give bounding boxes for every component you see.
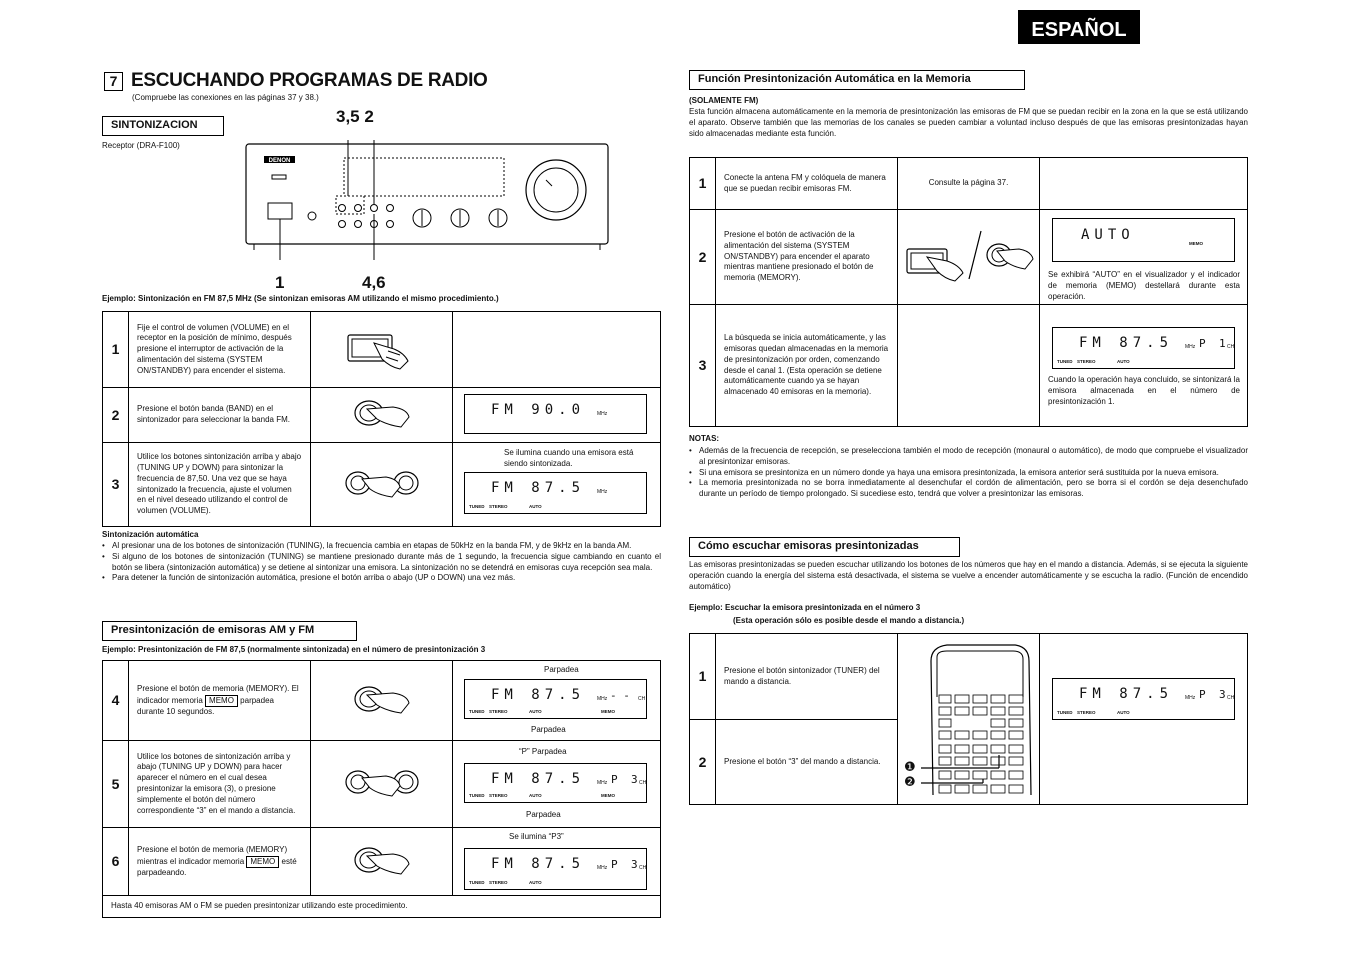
- lcd-unit: MHz: [1185, 344, 1196, 350]
- lcd-unit: MHz: [597, 780, 608, 786]
- callout-top: 3,5 2: [336, 107, 374, 126]
- tuning-buttons-press-icon: [342, 764, 422, 800]
- lcd-ch: CH: [1227, 695, 1235, 701]
- preset-example: Ejemplo: Presintonización de FM 87,5 (normalmente sintonizada) en el número de presintonización 3: [102, 645, 486, 654]
- step-number: 2: [690, 720, 716, 805]
- step-number: 5: [103, 741, 129, 828]
- auto-step-row: [690, 305, 1248, 427]
- step-text: Presione el botón sintonizador (TUNER) del mando a distancia.: [716, 634, 898, 720]
- stereo-indicator: STEREO: [489, 708, 508, 714]
- remote-illustration-cell: [898, 634, 1040, 805]
- callout-bottom-right: 4,6: [362, 273, 386, 292]
- step-display-cell: [1040, 210, 1248, 305]
- lcd-frequency: FM 90.0: [491, 402, 586, 418]
- lcd-preset-p: P: [1199, 688, 1206, 701]
- notes-title: NOTAS:: [689, 434, 720, 443]
- lcd-unit: MHz: [1185, 695, 1196, 701]
- lcd-preset-dash: - -: [610, 689, 630, 702]
- step-text: Utilice los botones sintonización arriba y abajo (TUNING UP y DOWN) para sintonizar la frecuencia de 87,50. Una vez que se haya sintonizado la frecuencia, ajuste el volumen en el nivel deseado utilizando el control de volumen (VOLUME).: [129, 443, 311, 527]
- blink-callout: “P” Parpadea: [519, 747, 567, 756]
- lcd-ch: CH: [1227, 344, 1235, 350]
- preset-footer: Hasta 40 emisoras AM o FM se pueden presintonizar utilizando este procedimiento.: [103, 896, 661, 918]
- preset-header: Presintonización de emisoras AM y FM: [102, 621, 357, 641]
- memo-indicator: MEMO: [601, 708, 615, 714]
- section-subtitle: (Compruebe las conexiones en las páginas 37 y 38.): [132, 93, 319, 102]
- step-illustration: [311, 741, 453, 828]
- auto-tuning-list: [102, 541, 661, 584]
- tuned-indicator: TUNED: [469, 708, 485, 714]
- section-title: ESCUCHANDO PROGRAMAS DE RADIO: [131, 70, 488, 91]
- step-illustration: [311, 828, 453, 896]
- receiver-label: Receptor (DRA-F100): [102, 141, 180, 150]
- fm-only-label: (SOLAMENTE FM): [689, 96, 759, 105]
- step-display-cell: [453, 661, 661, 741]
- step-illustration: [311, 443, 453, 527]
- lcd-frequency: FM 87.5: [1079, 686, 1174, 702]
- preset-steps-table: [102, 660, 661, 918]
- lcd-auto-text: AUTO: [1081, 227, 1135, 243]
- lcd-preset-number: 3: [1219, 688, 1226, 701]
- step-display-cell: [453, 312, 661, 388]
- step-number: 2: [103, 388, 129, 443]
- auto-indicator: AUTO: [529, 708, 542, 714]
- tuning-step-row: [103, 312, 661, 388]
- lcd-display: [464, 679, 647, 719]
- callout-bottom-left: 1: [275, 273, 285, 292]
- memo-label: MEMO: [246, 856, 279, 868]
- auto-memory-intro: Esta función almacena automáticamente en la memoria de presintonización las emisoras de FM que se puedan recibir en la zona en la que se está utilizando el aparato. Observe también que las memorias de los canales se pueden cambiar a voluntad incluso después de que las emisoras presintonizadas hayan sido almacenadas mediante esta función.: [689, 107, 1248, 138]
- step-illustration: [311, 388, 453, 443]
- tuning-step-row: [103, 388, 661, 443]
- step-text: Presione el botón “3” del mando a distancia.: [716, 720, 898, 805]
- tuned-indicator: TUNED: [469, 879, 485, 885]
- tuning-buttons-press-icon: [342, 465, 422, 501]
- tuned-indicator: TUNED: [1057, 358, 1073, 364]
- tuned-indicator: TUNED: [469, 792, 485, 798]
- display-caption: Cuando la operación haya concluido, se sintonizará la emisora almacenada en el número de presintonización 1.: [1048, 375, 1240, 406]
- section-number: 7: [104, 72, 123, 91]
- list-item: • Si una emisora se presintoniza en un número donde ya haya una emisora presintonizada, la emisora anterior será sustituida por la nueva emisora.: [689, 468, 1248, 479]
- tuning-steps-table: [102, 311, 661, 527]
- step-text: [129, 661, 311, 741]
- stereo-indicator: STEREO: [489, 503, 508, 509]
- language-tab: ESPAÑOL: [1018, 10, 1140, 44]
- step-number: 4: [103, 661, 129, 741]
- listen-display-cell: [1040, 634, 1248, 805]
- auto-memory-header: Función Presintonización Automática en la Memoria: [689, 70, 1025, 90]
- listen-header: Cómo escuchar emisoras presintonizadas: [689, 537, 960, 557]
- stereo-indicator: STEREO: [1077, 358, 1096, 364]
- lcd-frequency: FM 87.5: [1079, 335, 1174, 351]
- lcd-preset-number: 1: [1219, 337, 1226, 350]
- listen-example-b: (Esta operación sólo es posible desde el mando a distancia.): [733, 616, 965, 625]
- step-display-cell: [453, 828, 661, 896]
- tuning-step-row: [103, 443, 661, 527]
- receiver-illustration: [244, 140, 610, 260]
- step-illustration: [311, 661, 453, 741]
- memo-label: MEMO: [205, 695, 238, 707]
- step-number: 1: [690, 634, 716, 720]
- power-and-memory-press-icon: [903, 225, 1035, 285]
- auto-indicator: AUTO: [529, 792, 542, 798]
- memo-indicator: MEMO: [601, 792, 615, 798]
- step-number: 3: [103, 443, 129, 527]
- list-item: • Si alguno de los botones de sintonización (TUNING) se mantiene presionado durante más de 1 segundo, la frecuencia sigue cambiando en cuanto el botón se libera (sintonización automática) y se detiene al sintonizar una emisora. La sintonización no se detendrá en emisoras cuya recepción sea mala.: [102, 552, 661, 574]
- tuned-indicator: TUNED: [1057, 709, 1073, 715]
- brand-logo: DENON: [268, 158, 291, 164]
- lcd-unit: MHz: [597, 489, 608, 495]
- auto-indicator: AUTO: [529, 879, 542, 885]
- lcd-frequency: FM 87.5: [491, 856, 586, 872]
- lcd-display: [464, 394, 647, 434]
- stereo-indicator: STEREO: [1077, 709, 1096, 715]
- step-display-cell: [1040, 305, 1248, 427]
- stereo-indicator: STEREO: [489, 792, 508, 798]
- tuned-note: Se ilumina cuando una emisora está siendo sintonizada.: [504, 448, 634, 468]
- list-item: • Además de la frecuencia de recepción, se preselecciona también el modo de recepción (monaural o automático), de modo que compruebe el visualizador al presintonizar emisoras.: [689, 446, 1248, 468]
- step-display-cell: [453, 443, 661, 527]
- list-item: • Al presionar una de los botones de sintonización (TUNING), la frecuencia cambia en etapas de 50kHz en la banda FM, y de 9kHz en la banda AM.: [102, 541, 661, 552]
- listen-intro: Las emisoras presintonizadas se pueden escuchar utilizando los botones de los números que hay en el mando a distancia. Además, si se ejecuta la siguiente operación cuando la energía del sistema está desactivada, el sistema se vuelve a encender automáticamente y se escucha la radio. (Función de encendido automático): [689, 560, 1248, 591]
- lcd-ch: CH: [639, 780, 647, 786]
- step-text: La búsqueda se inicia automáticamente, y las emisoras quedan almacenadas en la memoria de presintonización por orden, comenzando desde el canal 1. (Esta operación se detiene automáticamente cuando ya se hayan almacenado 40 emisoras en la memoria).: [716, 305, 898, 427]
- auto-step-row: [690, 210, 1248, 305]
- tuned-indicator: TUNED: [469, 503, 485, 509]
- display-caption: Se exhibirá “AUTO” en el visualizador y el indicador de memoria (MEMO) destellará durante esta operación.: [1048, 270, 1240, 301]
- blink-callout: Parpadea: [544, 665, 579, 674]
- step-text: Conecte la antena FM y colóquela de manera que se puedan recibir emisoras FM.: [716, 158, 898, 210]
- lcd-preset-number: 3: [631, 773, 638, 786]
- auto-step-row: [690, 158, 1248, 210]
- step-text: Utilice los botones de sintonización arriba y abajo (TUNING UP y DOWN) para hacer aparecer el número en el cual desea presintonizar la emisora (3), o presione simplemente el botón del número correspondiente “3” en el mando a distancia.: [129, 741, 311, 828]
- step-number: 3: [690, 305, 716, 427]
- auto-memory-steps-table: [689, 157, 1248, 427]
- preset-footer-row: [103, 896, 661, 918]
- auto-indicator: AUTO: [1117, 709, 1130, 715]
- step-illustration: [898, 305, 1040, 427]
- notes-list: [689, 446, 1248, 500]
- lcd-preset-number: 3: [631, 858, 638, 871]
- listen-steps-table: [689, 633, 1248, 805]
- memory-button-press-icon: [347, 842, 417, 878]
- power-button-press-icon: [342, 323, 422, 373]
- remote-control-illustration: [903, 637, 1035, 797]
- step-text: Fije el control de volumen (VOLUME) en el receptor en la posición de mínimo, después presione el interruptor de activación de la alimentación del sistema (SYSTEM ON/STANDBY) para encender el sistema.: [129, 312, 311, 388]
- auto-tuning-title: Sintonización automática: [102, 530, 199, 539]
- step-display-cell: [453, 388, 661, 443]
- lcd-display: [1052, 218, 1235, 262]
- lcd-unit: MHz: [597, 411, 608, 417]
- step-display-cell: [453, 741, 661, 828]
- step-number: 6: [103, 828, 129, 896]
- lcd-frequency: FM 87.5: [491, 771, 586, 787]
- step-text-part: Presione el botón de memoria (MEMORY) mientras el indicador memoria: [137, 844, 288, 866]
- lcd-frequency: FM 87.5: [491, 687, 586, 703]
- lcd-display: [1052, 678, 1235, 720]
- step-number: 1: [103, 312, 129, 388]
- step-illustration: [311, 312, 453, 388]
- lcd-unit: MHz: [597, 696, 608, 702]
- tuning-header: SINTONIZACION: [102, 116, 224, 136]
- lcd-preset-p: P: [611, 773, 618, 786]
- preset-step-row: [103, 661, 661, 741]
- lcd-display: [1052, 327, 1235, 369]
- memory-button-press-icon: [347, 681, 417, 717]
- step-text-part: parpadea durante 10 segundos.: [137, 695, 274, 716]
- lcd-preset-p: P: [1199, 337, 1206, 350]
- lcd-preset-p: P: [611, 858, 618, 871]
- memo-indicator: MEMO: [1189, 240, 1203, 246]
- lcd-ch: CH: [639, 865, 647, 871]
- step-illustration: [898, 210, 1040, 305]
- listen-example-a: Ejemplo: Escuchar la emisora presintonizada en el número 3: [689, 603, 921, 612]
- lcd-ch: CH: [638, 696, 646, 702]
- stereo-indicator: STEREO: [489, 879, 508, 885]
- listen-step-row: [690, 634, 1248, 720]
- list-item: • Para detener la función de sintonización automática, presione el botón arriba o abajo (UP o DOWN) una vez más.: [102, 573, 661, 584]
- list-item: • La memoria presintonizada no se borra inmediatamente al desenchufar el cordón de alimentación, pero se borra si el cordón se deja desenchufado durante un período de tiempo prolongado. Si sucediese esto, tendrá que volver a presintonizar las emisoras.: [689, 478, 1248, 500]
- lcd-frequency: FM 87.5: [491, 480, 586, 496]
- auto-indicator: AUTO: [529, 503, 542, 509]
- lit-callout: Se ilumina “P3”: [509, 832, 564, 841]
- step-badge-2: ❷: [904, 774, 916, 789]
- step-reference: Consulte la página 37.: [898, 158, 1040, 210]
- step-text-part: esté parpadeando.: [137, 856, 297, 877]
- step-display-cell: [1040, 158, 1248, 210]
- preset-step-row: [103, 741, 661, 828]
- step-text: [129, 828, 311, 896]
- lcd-display: [464, 848, 647, 890]
- preset-step-row: [103, 828, 661, 896]
- lcd-unit: MHz: [597, 865, 608, 871]
- blink-callout: Parpadea: [526, 810, 561, 819]
- lcd-display: [464, 472, 647, 514]
- auto-indicator: AUTO: [1117, 358, 1130, 364]
- step-text: Presione el botón banda (BAND) en el sintonizador para seleccionar la banda FM.: [129, 388, 311, 443]
- blink-callout: Parpadea: [531, 725, 566, 734]
- lcd-display: [464, 763, 647, 803]
- band-button-press-icon: [347, 395, 417, 431]
- step-number: 1: [690, 158, 716, 210]
- tuning-example: Ejemplo: Sintonización en FM 87,5 MHz (Se sintonizan emisoras AM utilizando el mismo procedimiento.): [102, 294, 499, 303]
- step-badge-1: ❶: [904, 759, 916, 774]
- step-number: 2: [690, 210, 716, 305]
- step-text-part: Presione el botón de memoria (MEMORY). El indicador memoria: [137, 683, 299, 705]
- step-text: Presione el botón de activación de la alimentación del sistema (SYSTEM ON/STANDBY) para encender el aparato mientras mantiene presionado el botón de memoria (MEMORY).: [716, 210, 898, 305]
